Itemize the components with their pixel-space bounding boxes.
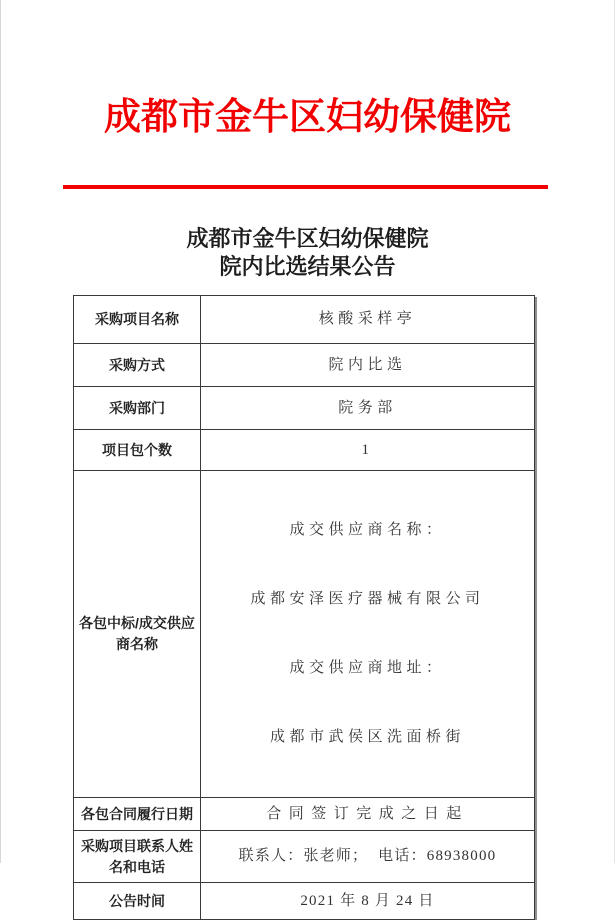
supplier-name: 成都安泽医疗器械有限公司 (250, 591, 485, 607)
row-label: 各包合同履行日期 (74, 798, 201, 831)
announcement-title-line1: 成都市金牛区妇幼保健院 (186, 226, 429, 251)
table-row-package-count (74, 430, 535, 471)
table-row-contract-date (74, 798, 535, 831)
row-label: 各包中标/成交供应商名称 (74, 471, 201, 798)
announcement-title (1, 225, 614, 281)
row-value: 1 (201, 430, 535, 471)
table-row-announcement-date (74, 883, 535, 920)
row-label: 采购项目联系人姓名和电话 (74, 831, 201, 883)
row-value: 2021 年 8 月 24 日 (201, 883, 535, 920)
row-value: 核酸采样亭 (201, 296, 535, 344)
row-label: 采购部门 (74, 387, 201, 430)
row-label: 采购方式 (74, 344, 201, 387)
table-row-procurement-method (74, 344, 535, 387)
row-label: 公告时间 (74, 883, 201, 920)
table-row-contact (74, 831, 535, 883)
table-row-procurement-department (74, 387, 535, 430)
announcement-title-line2: 院内比选结果公告 (219, 254, 396, 279)
row-value: 联系人：张老师； 电话：68938000 (201, 831, 535, 883)
row-value: 院务部 (201, 387, 535, 430)
row-value (201, 471, 535, 798)
supplier-address-caption: 成交供应商地址： (289, 660, 446, 676)
procurement-result-table (73, 295, 535, 920)
table-row-project-name (74, 296, 535, 344)
row-value: 院内比选 (201, 344, 535, 387)
supplier-address: 成都市武侯区洗面桥街 (269, 729, 465, 745)
row-value: 合同签订完成之日起 (201, 798, 535, 831)
row-label: 项目包个数 (74, 430, 201, 471)
supplier-name-caption: 成交供应商名称： (289, 522, 446, 538)
letterhead-divider-rule (63, 185, 548, 189)
letterhead-hospital-name: 成都市金牛区妇幼保健院 (104, 97, 511, 138)
table-row-winning-supplier (74, 471, 535, 798)
row-label: 采购项目名称 (74, 296, 201, 344)
